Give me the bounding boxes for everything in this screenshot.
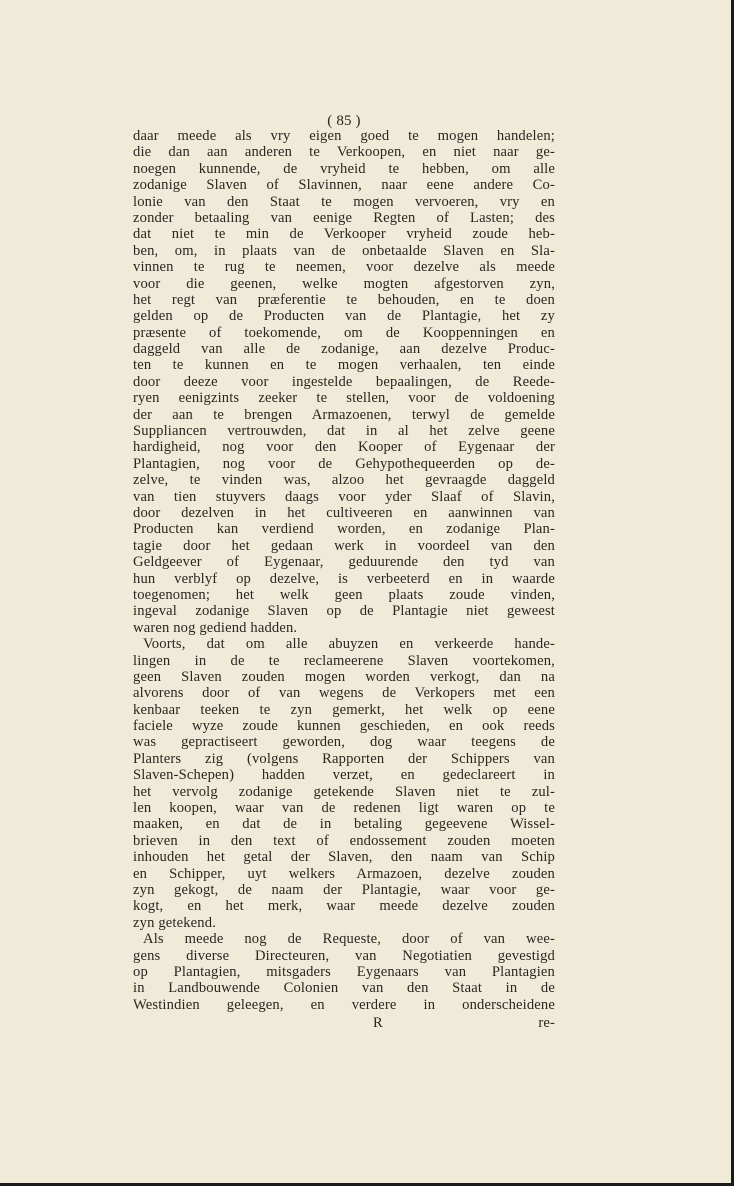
text-line: brieven in den text of endossement zouden moeten [133,832,555,849]
text-line: zyn gekogt, de naam der Plantagie, waar voor ge- [133,881,555,898]
text-line: Suppliancen vertrouwden, dat in al het zelve geene [133,423,555,440]
text-line: Plantagien, nog voor de Gehypothequeerden op de- [133,455,555,472]
text-line: het regt van præferentie te behouden, en te doen [133,291,555,308]
text-line: ingeval zodanige Slaven op de Plantagie niet geweest [133,603,555,620]
text-line: lingen in de te reclameerene Slaven voortekomen, [133,652,555,669]
text-line: kogt, en het merk, waar meede dezelve zouden [133,898,555,915]
text-line: zyn getekend. [133,914,216,931]
text-line: lonie van den Staat te mogen vervoeren, vry en [133,193,555,210]
text-line: van tien stuyvers daags voor yder Slaaf of Slavin, [133,488,555,505]
signature-mark: R [373,1015,383,1032]
text-line: noegen kunnende, de vryheid te hebben, om alle [133,160,555,177]
text-line: præsente of toekomende, om de Kooppenningen en [133,324,555,341]
catchword: re- [538,1015,555,1032]
text-line: voor die geenen, welke mogten afgestorven zyn, [133,275,555,292]
text-block [133,112,555,1033]
text-line: waren nog gediend hadden. [133,619,298,636]
text-line: in Landbouwende Colonien van den Staat in de [133,980,555,997]
text-line: zodanige Slaven of Slavinnen, naar eene andere Co- [133,177,555,194]
text-line: Slaven-Schepen) hadden verzet, en gedeclareert in [133,767,555,784]
text-line: op Plantagien, mitsgaders Eygenaars van Plantagien [133,963,555,980]
body-text [133,128,555,1013]
text-line: inhouden het getal der Slaven, den naam van Schip [133,849,555,866]
text-line: en Schipper, uyt welkers Armazoen, dezelve zouden [133,865,555,882]
page-footer [133,1015,555,1033]
text-line: Geldgeever of Eygenaar, geduurende den tyd van [133,554,555,571]
text-line: Planters zig (volgens Rapporten der Schippers van [133,750,555,767]
text-line: die dan aan anderen te Verkoopen, en niet naar ge- [133,144,555,161]
text-line: Als meede nog de Requeste, door of van wee- [143,931,555,948]
text-line: gens diverse Directeuren, van Negotiatien gevestigd [133,947,555,964]
text-line: Voorts, dat om alle abuyzen en verkeerde hande- [143,636,555,653]
text-line: hardigheid, nog voor den Kooper of Eygenaar der [133,439,555,456]
text-line: door deeze voor ingestelde bepaalingen, de Reede- [133,373,555,390]
text-line: gelden op de Producten van de Plantagie, het zy [133,308,555,325]
page-number: ( 85 ) [327,113,361,129]
text-line: ten te kunnen en te mogen verhaalen, ten einde [133,357,555,374]
text-line: Producten kan verdiend worden, en zodanige Plan- [133,521,555,538]
text-line: vinnen te rug te neemen, voor dezelve als meede [133,259,555,276]
text-line: daggeld van alle de zodanige, aan dezelve Produc- [133,341,555,358]
text-line: het vervolg zodanige getekende Slaven niet te zul- [133,783,555,800]
text-line: maaken, en dat de in betaling gegeevene Wissel- [133,816,555,833]
text-line: daar meede als vry eigen goed te mogen handelen; [133,128,555,144]
text-line: Westindien geleegen, en verdere in onderscheidene [133,996,555,1013]
text-line: dat niet te min de Verkooper vryheid zoude heb- [133,226,555,243]
text-line: was gepractiseert geworden, dog waar teegens de [133,734,555,751]
text-line: kenbaar teeken te zyn gemerkt, het welk op eene [133,701,555,718]
text-line: zelve, te vinden was, alzoo het gevraagde daggeld [133,472,555,489]
text-line: geen Slaven zouden mogen worden verkogt, dan na [133,668,555,685]
text-line: tagie door het gedaan werk in voordeel van den [133,537,555,554]
text-line: toegenomen; het welk geen plaats zoude vinden, [133,586,555,603]
text-line: ben, om, in plaats van de onbetaalde Slaven en Sla- [133,242,555,259]
text-line: len koopen, waar van de redenen ligt waren op te [133,800,555,817]
text-line: door dezelven in het cultiveeren en aanwinnen van [133,504,555,521]
text-line: faciele wyze zoude kunnen geschieden, en ook reeds [133,718,555,735]
text-line: der aan te brengen Armazoenen, terwyl de gemelde [133,406,555,423]
text-line: alvorens door of van wegens de Verkopers met een [133,685,555,702]
text-line: zonder betaaling van eenige Regten of Lasten; des [133,209,555,226]
text-line: hun verblyf op dezelve, is verbeeterd en in waarde [133,570,555,587]
text-line: ryen eenigzints zeeker te stellen, voor de voldoening [133,390,555,407]
